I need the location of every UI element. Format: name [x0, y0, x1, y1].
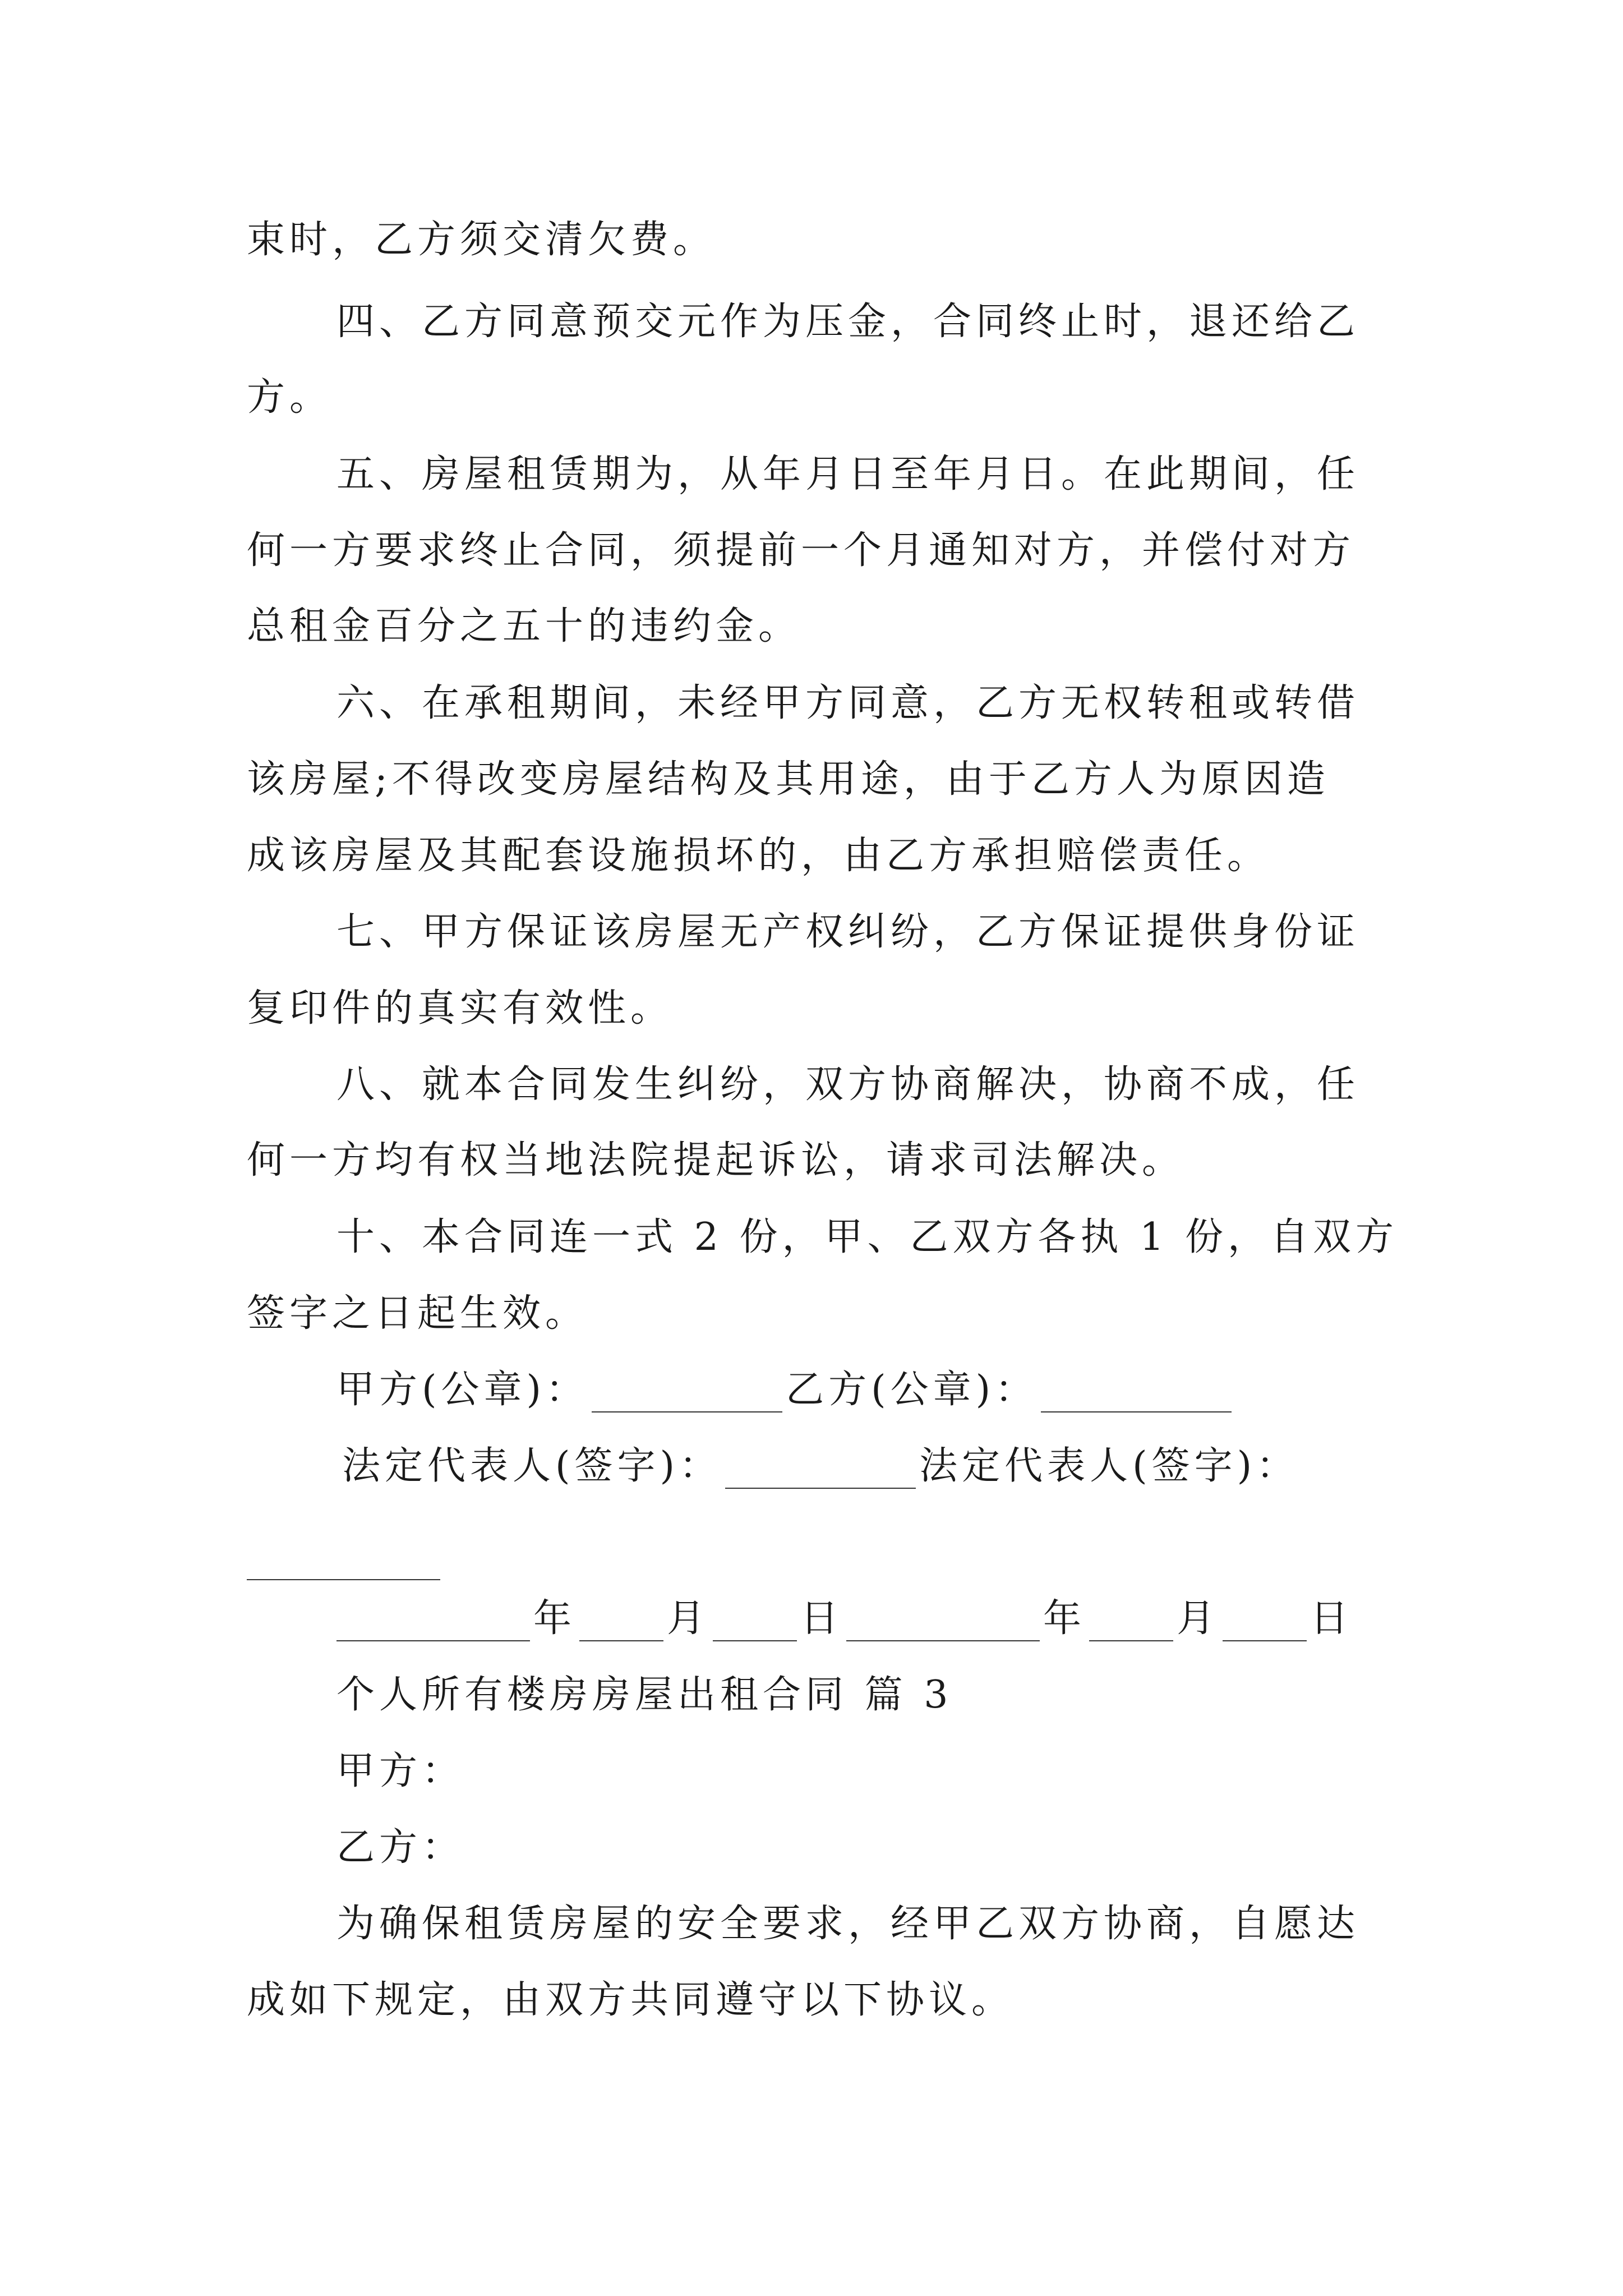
party-b-seal-label: 乙方(公章)：	[786, 1368, 1038, 1412]
year-label: 年	[1043, 1596, 1086, 1641]
day-label: 日	[1310, 1596, 1353, 1641]
clause-7-line: 复印件的真实有效性。	[247, 986, 674, 1030]
party-b-label: 乙方：	[336, 1825, 465, 1870]
year-label: 年	[533, 1596, 577, 1641]
month-label: 月	[667, 1596, 710, 1641]
party-b-seal-blank	[1041, 1375, 1232, 1412]
clause-10-line: 签字之日起生效。	[247, 1291, 588, 1336]
seal-row	[336, 1368, 1235, 1412]
rep-b-blank	[247, 1579, 440, 1580]
clause-5-line: 五、房屋租赁期为，从年月日至年月日。在此期间，任	[336, 452, 1360, 496]
clause-5-line: 总租金百分之五十的违约金。	[247, 604, 801, 648]
rep-a-blank	[725, 1452, 916, 1489]
year-blank	[846, 1604, 1040, 1641]
intro-line: 成如下规定，由双方共同遵守以下协议。	[247, 1978, 1015, 2022]
clause-7-line: 七、甲方保证该房屋无产权纠纷，乙方保证提供身份证	[336, 910, 1360, 954]
party-a-seal-label: 甲方(公章)：	[336, 1368, 589, 1412]
clause-4-line: 方。	[247, 375, 333, 420]
rep-a-label: 法定代表人(签字)：	[342, 1444, 722, 1488]
month-label: 月	[1177, 1596, 1220, 1641]
year-blank	[336, 1604, 530, 1641]
clause-10-line: 十、本合同连一式 2 份，甲、乙双方各执 1 份，自双方	[336, 1215, 1398, 1259]
rep-b-label: 法定代表人(签字)：	[919, 1444, 1299, 1488]
party-a-label: 甲方：	[336, 1749, 465, 1793]
intro-line: 为确保租赁房屋的安全要求，经甲乙双方协商，自愿达	[336, 1902, 1360, 1946]
clause-6-line: 六、在承租期间，未经甲方同意，乙方无权转租或转借	[336, 681, 1360, 725]
representative-row	[342, 1444, 1299, 1489]
date-row	[336, 1596, 1353, 1641]
day-label: 日	[800, 1596, 843, 1641]
day-blank	[1223, 1604, 1307, 1641]
month-blank	[579, 1604, 663, 1641]
month-blank	[1089, 1604, 1173, 1641]
clause-4-line: 四、乙方同意预交元作为压金，合同终止时，退还给乙	[336, 300, 1360, 344]
paragraph-line: 束时，乙方须交清欠费。	[247, 218, 716, 262]
section-title: 个人所有楼房房屋出租合同 篇 3	[336, 1673, 953, 1717]
clause-6-line: 该房屋;不得改变房屋结构及其用途，由于乙方人为原因造	[247, 757, 1330, 802]
clause-6-line: 成该房屋及其配套设施损坏的，由乙方承担赔偿责任。	[247, 834, 1270, 878]
day-blank	[713, 1604, 797, 1641]
clause-5-line: 何一方要求终止合同，须提前一个月通知对方，并偿付对方	[247, 528, 1355, 573]
clause-8-line: 八、就本合同发生纠纷，双方协商解决，协商不成，任	[336, 1062, 1360, 1107]
party-a-seal-blank	[592, 1375, 782, 1412]
clause-8-line: 何一方均有权当地法院提起诉讼，请求司法解决。	[247, 1138, 1185, 1182]
